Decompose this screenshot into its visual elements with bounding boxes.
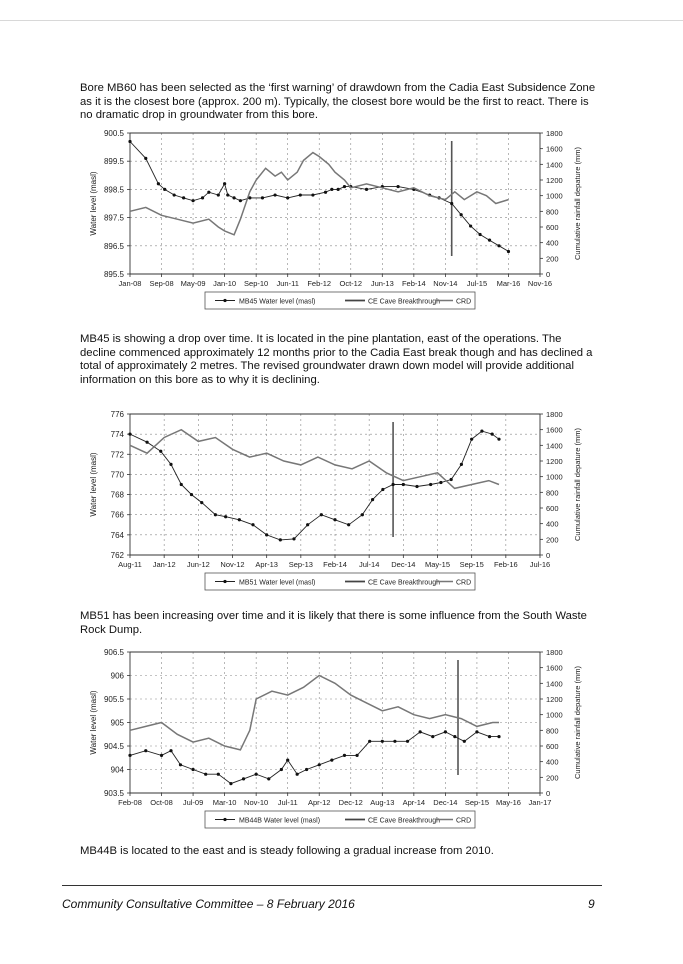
y-tick-label: 904.5	[103, 742, 124, 751]
x-tick-label: Jan-17	[528, 798, 552, 807]
data-point	[292, 537, 295, 540]
x-tick-label: May-16	[495, 798, 521, 807]
x-tick-label: Nov-14	[433, 279, 458, 288]
legend-marker	[223, 818, 226, 821]
x-tick-label: Apr-13	[255, 560, 278, 569]
data-point	[497, 244, 500, 247]
data-point	[450, 202, 453, 205]
y2-tick-label: 200	[546, 254, 559, 264]
x-tick-label: Jan-10	[213, 279, 237, 288]
legend-label-water-level: MB51 Water level (masl)	[239, 579, 316, 587]
data-point	[144, 157, 147, 160]
data-point	[365, 188, 368, 191]
y-tick-label: 774	[110, 430, 124, 440]
y-tick-label: 906	[110, 671, 124, 681]
x-tick-label: Jun-13	[370, 279, 394, 288]
y-tick-label: 766	[110, 510, 124, 520]
y2-tick-label: 800	[546, 488, 559, 498]
y2-tick-label: 800	[546, 726, 559, 736]
chart-mb51-svg	[80, 405, 600, 601]
data-point	[453, 735, 456, 738]
data-point	[347, 523, 350, 526]
y2-tick-label: 200	[546, 773, 559, 783]
y2-tick-label: 1200	[546, 695, 563, 704]
data-point	[463, 740, 466, 743]
data-point	[396, 185, 399, 188]
legend-label-crd: CRD	[456, 817, 472, 825]
y-tick-label: 764	[110, 530, 124, 540]
x-tick-label: Dec-14	[391, 560, 416, 569]
y2-tick-label: 1200	[546, 176, 563, 185]
data-point	[180, 483, 183, 486]
y-tick-label: 905.5	[103, 695, 124, 704]
data-point	[343, 185, 346, 188]
data-point	[190, 493, 193, 496]
data-point	[144, 749, 147, 752]
x-tick-label: Dec-14	[433, 798, 458, 807]
y2-tick-label: 1000	[546, 191, 563, 201]
data-point	[169, 749, 172, 752]
paragraph-mb44b: MB44B is located to the east and is steady following a gradual increase from 2010.	[80, 845, 494, 857]
data-point	[160, 754, 163, 757]
data-point	[478, 233, 481, 236]
y2-tick-label: 400	[546, 238, 559, 248]
paragraph-mb60: Bore MB60 has been selected as the ‘first warning’ of drawdown from the Cadia East Subsidence Zone as it is the closest bore (approx. 200 m). Typically, the closest bore would be the first to react. There is no dramatic drop in groundwater from this bore.	[80, 82, 596, 122]
data-point	[145, 441, 148, 444]
x-tick-label: Jan-12	[152, 560, 176, 569]
data-point	[207, 191, 210, 194]
legend-label-water-level: MB45 Water level (masl)	[239, 298, 316, 306]
y2-tick-label: 200	[546, 535, 559, 545]
data-point	[415, 485, 418, 488]
data-point	[217, 773, 220, 776]
data-point	[159, 450, 162, 453]
data-point	[337, 188, 340, 191]
page-number: 9	[588, 897, 595, 911]
data-point	[324, 191, 327, 194]
x-tick-label: Jun-12	[186, 560, 210, 569]
data-point	[226, 193, 229, 196]
data-point	[238, 518, 241, 521]
data-point	[429, 483, 432, 486]
x-tick-label: Sep-13	[288, 560, 313, 569]
data-point	[299, 193, 302, 196]
data-point	[470, 438, 473, 441]
y-tick-label: 900.5	[103, 129, 124, 138]
y-tick-label: 898.5	[103, 185, 124, 195]
data-point	[242, 777, 245, 780]
x-tick-label: Jul-11	[277, 798, 298, 807]
x-tick-label: Jun-11	[276, 279, 299, 288]
data-point	[305, 768, 308, 771]
y2-tick-label: 1400	[546, 160, 563, 170]
data-point	[286, 196, 289, 199]
y-tick-label: 896.5	[103, 241, 124, 251]
y-axis-label: Water level (masl)	[89, 690, 98, 755]
y-tick-label: 905	[110, 718, 124, 728]
data-point	[381, 740, 384, 743]
x-tick-label: Nov-16	[527, 279, 553, 288]
y2-tick-label: 1400	[546, 441, 563, 451]
y2-tick-label: 1600	[546, 425, 563, 435]
x-tick-label: Feb-16	[493, 560, 518, 569]
legend-marker	[223, 580, 226, 583]
y-tick-label: 770	[110, 470, 124, 480]
data-point	[182, 196, 185, 199]
y2-tick-label: 0	[546, 789, 551, 798]
series-line-crd	[130, 430, 499, 489]
x-tick-label: Aug-13	[370, 798, 395, 807]
x-tick-label: May-09	[180, 279, 206, 288]
data-point	[444, 730, 447, 733]
data-point	[355, 754, 358, 757]
x-tick-label: Jul-14	[358, 560, 380, 569]
data-point	[475, 730, 478, 733]
paragraph-mb51: MB51 has been increasing over time and it is likely that there is some influence from the South Waste Rock Dump.	[80, 610, 587, 636]
legend-label-breakthrough: CE Cave Breakthrough	[368, 579, 440, 587]
data-point	[330, 759, 333, 762]
x-tick-label: Jan-08	[118, 279, 142, 288]
x-tick-label: Jul-09	[182, 798, 204, 807]
data-point	[201, 196, 204, 199]
y-tick-label: 895.5	[103, 270, 124, 279]
data-point	[402, 483, 405, 486]
data-point	[173, 193, 176, 196]
data-point	[214, 513, 217, 516]
data-point	[419, 730, 422, 733]
data-point	[488, 735, 491, 738]
data-point	[450, 478, 453, 481]
data-point	[431, 735, 434, 738]
data-point	[497, 438, 500, 441]
data-point	[280, 768, 283, 771]
legend-label-breakthrough: CE Cave Breakthrough	[368, 817, 440, 825]
x-tick-label: Oct-12	[339, 279, 363, 288]
x-tick-label: Feb-08	[118, 798, 142, 807]
data-point	[460, 213, 463, 216]
top-rule	[0, 20, 683, 21]
y-tick-label: 899.5	[103, 157, 124, 167]
legend-marker	[223, 299, 226, 302]
y2-tick-label: 1600	[546, 144, 563, 154]
y-axis-label: Water level (masl)	[89, 452, 98, 517]
x-tick-label: Mar-10	[212, 798, 237, 807]
y2-tick-label: 0	[546, 270, 551, 279]
data-point	[507, 250, 510, 253]
data-point	[191, 768, 194, 771]
data-point	[217, 193, 220, 196]
x-tick-label: Jul-15	[466, 279, 488, 288]
data-point	[251, 523, 254, 526]
y2-tick-label: 1800	[546, 410, 563, 419]
x-tick-label: Apr-12	[307, 798, 331, 807]
data-point	[333, 518, 336, 521]
chart-mb45	[80, 124, 600, 320]
data-point	[169, 463, 172, 466]
y2-tick-label: 1400	[546, 679, 563, 689]
data-point	[371, 498, 374, 501]
data-point	[265, 533, 268, 536]
x-tick-label: Feb-14	[401, 279, 426, 288]
data-point	[318, 763, 321, 766]
y2-tick-label: 1000	[546, 472, 563, 482]
footer-rule	[62, 885, 602, 886]
y-tick-label: 904	[110, 765, 124, 775]
data-point	[391, 483, 394, 486]
x-tick-label: Oct-08	[150, 798, 173, 807]
x-tick-label: Dec-12	[338, 798, 363, 807]
data-point	[368, 740, 371, 743]
data-point	[204, 773, 207, 776]
data-point	[381, 488, 384, 491]
data-point	[330, 188, 333, 191]
data-point	[261, 196, 264, 199]
data-point	[279, 538, 282, 541]
legend-label-crd: CRD	[456, 298, 472, 306]
chart-mb51	[80, 405, 600, 601]
data-point	[163, 188, 166, 191]
x-tick-label: Sep-15	[459, 560, 484, 569]
x-tick-label: Sep-15	[464, 798, 490, 807]
data-point	[128, 433, 131, 436]
y2-tick-label: 1800	[546, 129, 563, 138]
y-tick-label: 776	[110, 410, 124, 419]
y2-tick-label: 600	[546, 742, 559, 751]
x-tick-label: Mar-16	[496, 279, 521, 288]
data-point	[224, 515, 227, 518]
data-point	[179, 763, 182, 766]
paragraph-mb45: MB45 is showing a drop over time. It is located in the pine plantation, east of the operations. The decline commenced approximately 12 months prior to the Cadia East break though and has declined a total of approximately 2 metres. The revised groundwater drawn down model will provide additional information on this bore as to why it is declining.	[80, 333, 593, 386]
data-point	[393, 740, 396, 743]
x-tick-label: May-15	[424, 560, 451, 569]
data-point	[223, 182, 226, 185]
y2-tick-label: 400	[546, 757, 559, 767]
data-point	[128, 754, 131, 757]
y-tick-label: 762	[110, 551, 124, 560]
data-point	[488, 239, 491, 242]
x-tick-label: Feb-14	[323, 560, 347, 569]
data-point	[239, 199, 242, 202]
y2-axis-label: Cumulative rainfall depature (mm)	[573, 428, 582, 541]
data-point	[491, 433, 494, 436]
x-tick-label: Sep-10	[244, 279, 269, 288]
data-point	[497, 735, 500, 738]
data-point	[406, 740, 409, 743]
y2-tick-label: 400	[546, 519, 559, 529]
data-point	[306, 523, 309, 526]
series-line-water-level	[130, 732, 499, 784]
x-tick-label: Sep-08	[149, 279, 174, 288]
y2-tick-label: 1000	[546, 710, 563, 720]
data-point	[311, 193, 314, 196]
x-tick-label: Feb-12	[307, 279, 332, 288]
series-line-water-level	[130, 431, 499, 540]
chart-mb44b-svg	[80, 643, 600, 839]
y2-tick-label: 600	[546, 504, 559, 513]
chart-mb45-svg	[80, 124, 600, 320]
data-point	[469, 224, 472, 227]
y-tick-label: 897.5	[103, 213, 124, 223]
y2-tick-label: 800	[546, 207, 559, 217]
y-tick-label: 768	[110, 490, 124, 500]
data-point	[343, 754, 346, 757]
x-tick-label: Nov-12	[220, 560, 245, 569]
y-axis-label: Water level (masl)	[89, 171, 98, 236]
data-point	[255, 773, 258, 776]
y2-tick-label: 1200	[546, 457, 563, 466]
data-point	[267, 777, 270, 780]
data-point	[128, 140, 131, 143]
y2-axis-label: Cumulative rainfall depature (mm)	[573, 147, 582, 260]
y2-tick-label: 600	[546, 223, 559, 232]
footer-title: Community Consultative Committee – 8 February 2016	[62, 897, 355, 911]
legend-label-crd: CRD	[456, 579, 472, 587]
legend-label-breakthrough: CE Cave Breakthrough	[368, 298, 440, 306]
y-tick-label: 903.5	[103, 789, 124, 798]
x-tick-label: Aug-11	[118, 560, 142, 569]
x-tick-label: Jul-16	[529, 560, 551, 569]
chart-mb44b	[80, 643, 600, 839]
x-tick-label: Apr-14	[402, 798, 426, 807]
y2-tick-label: 0	[546, 551, 551, 560]
data-point	[480, 430, 483, 433]
data-point	[439, 481, 442, 484]
legend-label-water-level: MB44B Water level (masl)	[239, 817, 321, 825]
x-tick-label: Nov-10	[244, 798, 269, 807]
y2-tick-label: 1800	[546, 648, 563, 657]
series-line-crd	[130, 676, 499, 750]
data-point	[229, 782, 232, 785]
data-point	[296, 773, 299, 776]
y-tick-label: 772	[110, 450, 124, 460]
data-point	[320, 513, 323, 516]
data-point	[361, 513, 364, 516]
data-point	[200, 501, 203, 504]
y2-tick-label: 1600	[546, 663, 563, 673]
data-point	[157, 182, 160, 185]
data-point	[232, 196, 235, 199]
data-point	[460, 463, 463, 466]
data-point	[191, 199, 194, 202]
y2-axis-label: Cumulative rainfall depature (mm)	[573, 666, 582, 779]
data-point	[286, 759, 289, 762]
data-point	[273, 193, 276, 196]
y-tick-label: 906.5	[103, 648, 124, 657]
